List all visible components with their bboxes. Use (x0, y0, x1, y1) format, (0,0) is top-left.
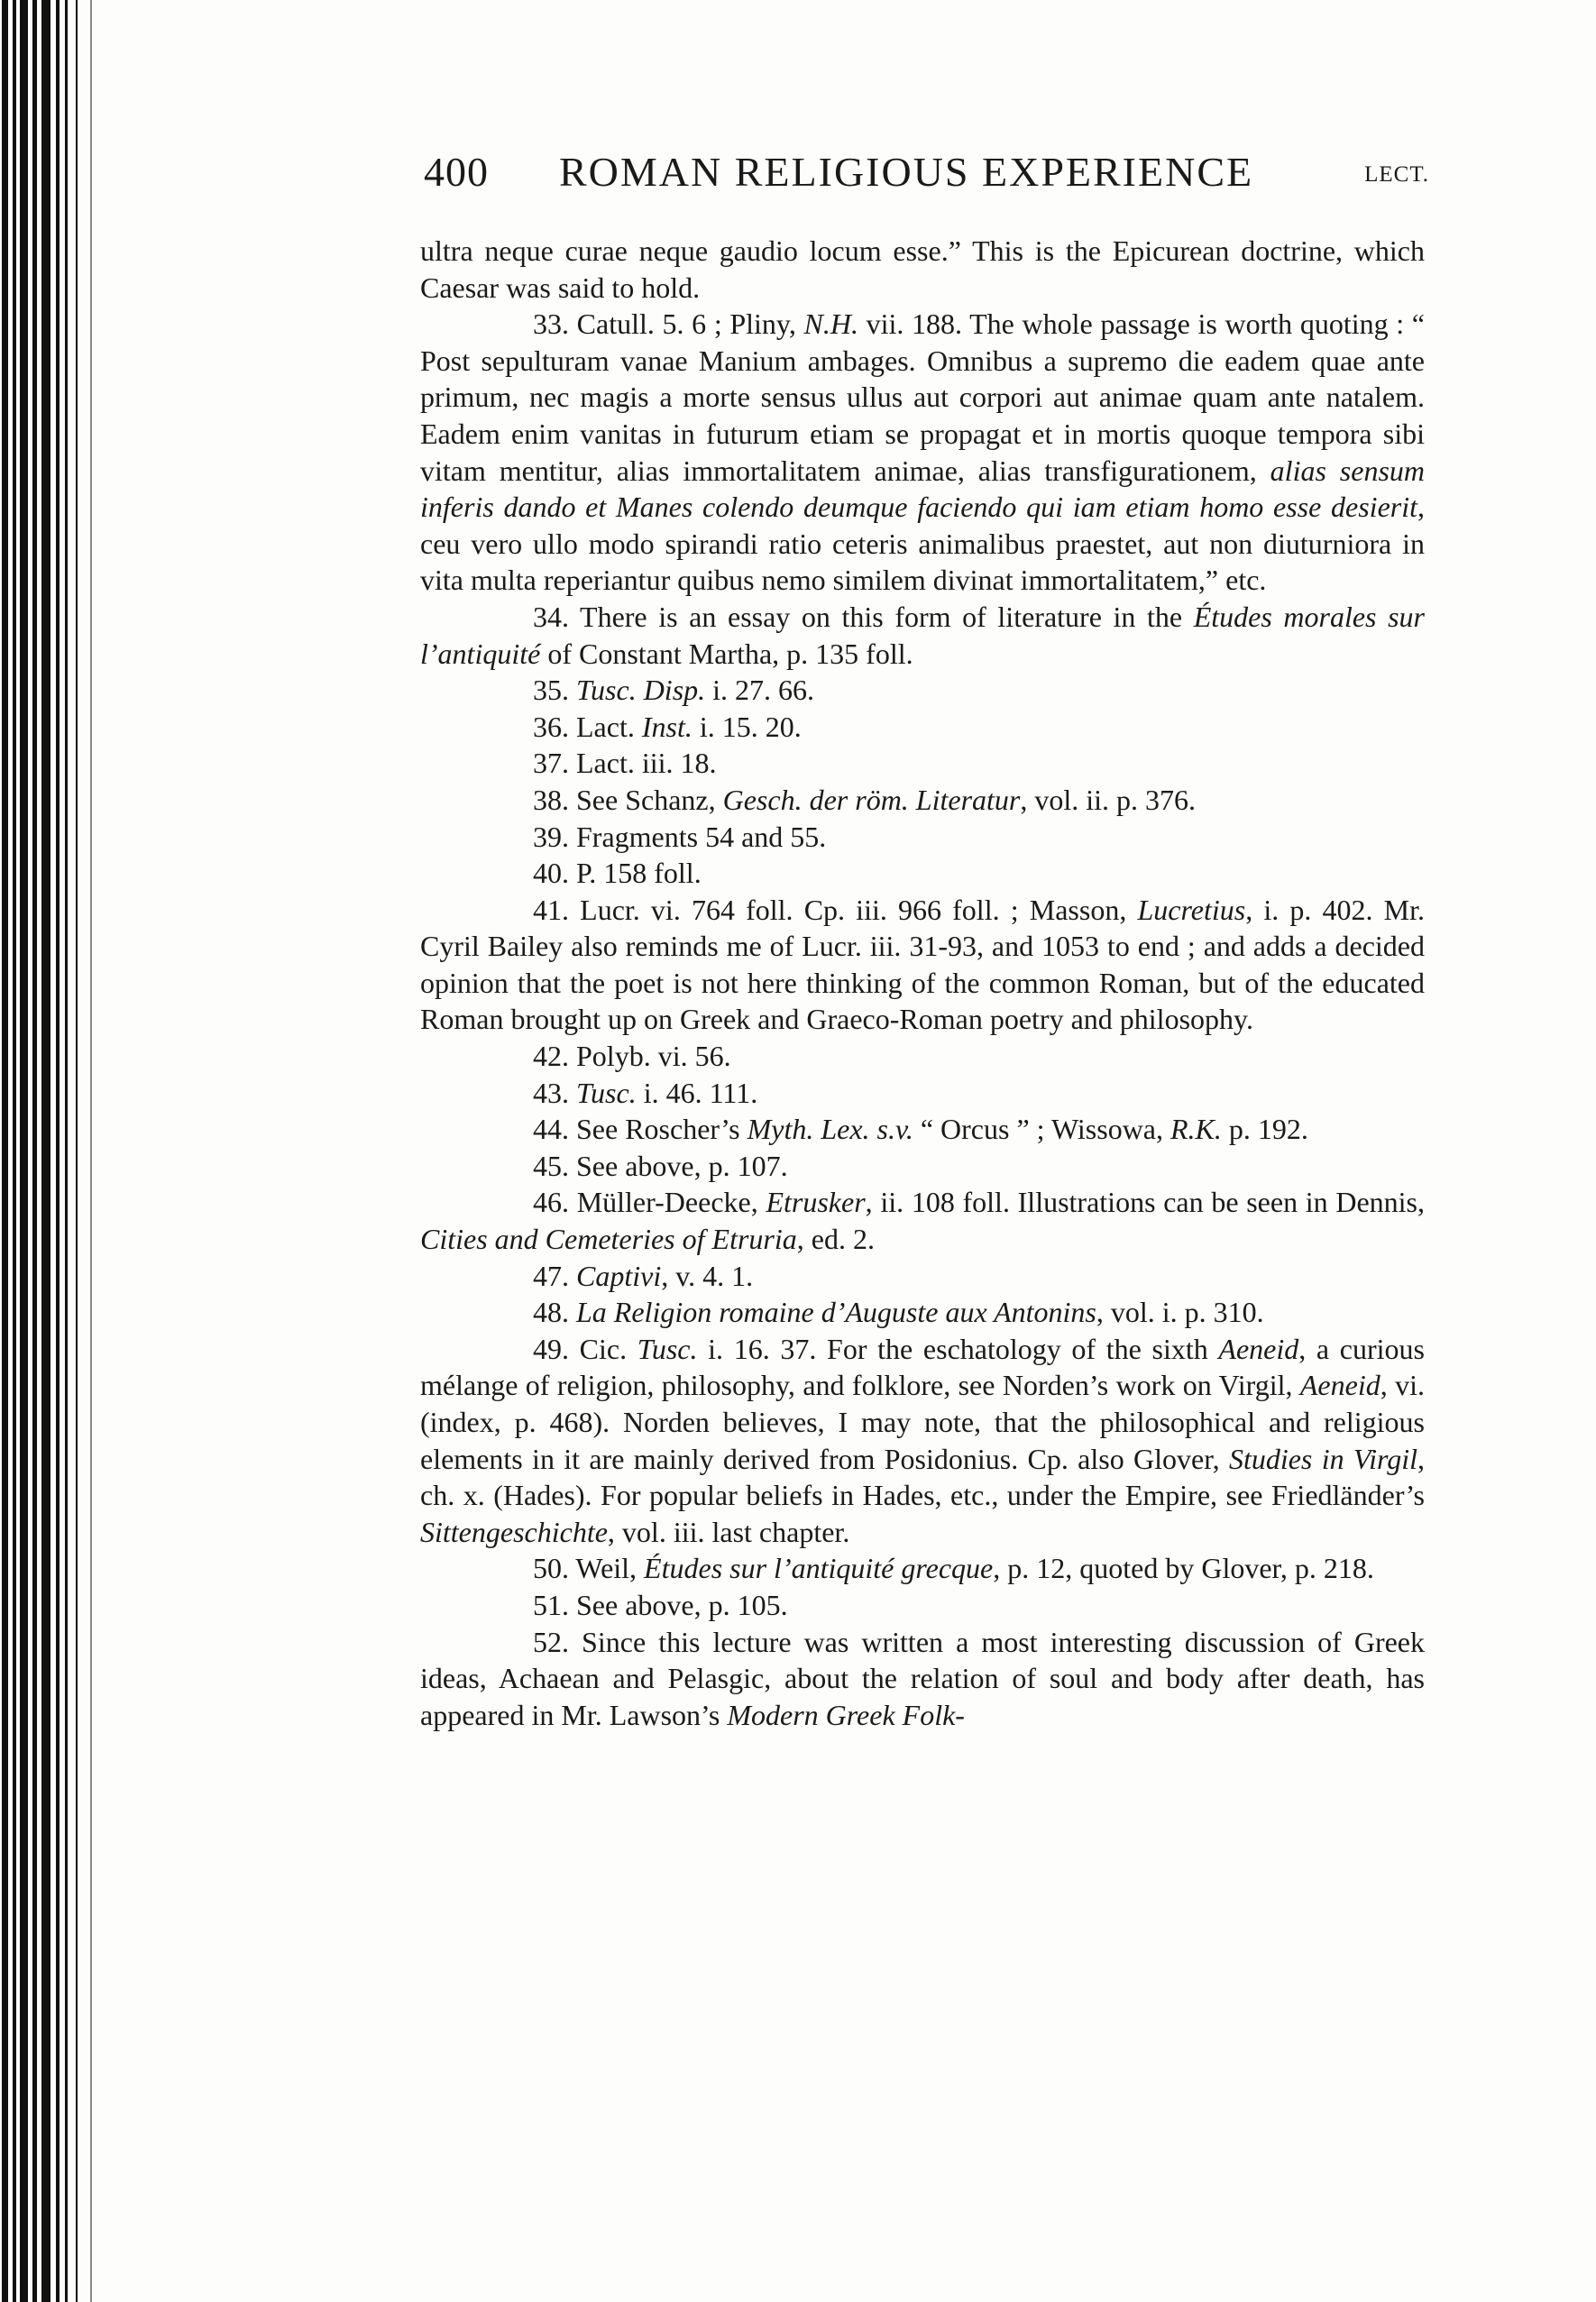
note-39 (420, 819, 1425, 856)
page-binding-edge (0, 0, 108, 2302)
note-42 (420, 1038, 1425, 1075)
note-text: , i. p. 402. Mr. Cyril Bailey also reminds me of Lucr. iii. 31-93, and 1053 to end ; and adds a decided opinion that the poet is not here thinking of the common Roman, but of the educated Roman brought up on Greek and Graeco-Roman poetry and philosophy. (420, 893, 1426, 1036)
note-41 (420, 892, 1425, 1038)
note-text: 39. Fragments 54 and 55. (533, 820, 827, 853)
note-text: 41. Lucr. vi. 764 foll. Cp. iii. 966 foll. ; Masson, (533, 893, 1138, 926)
note-text: vii. 188. The whole passage is worth quoting : “ Post sepulturam vanae Manium ambages. Omnibus a supremo die eadem quae ante primum, nec magis a morte sensus ullus aut corpori aut animae quam ante natalem. Eadem enim vanitas in futurum etiam se propagat et in mortis quoque tempora sibi vitam mentitur, alias immortalitatem animae, alias transfigurationem, (420, 307, 1426, 487)
note-text: 49. Cic. (533, 1332, 637, 1365)
note-text: 44. See Roscher’s (533, 1113, 748, 1146)
running-header (424, 144, 1429, 207)
italic-citation: Tusc. (637, 1332, 698, 1365)
note-text: i. 16. 37. For the eschatology of the sixth (697, 1332, 1219, 1365)
note-text: 46. Müller-Deecke, (533, 1186, 766, 1219)
italic-citation: Gesch. der röm. Literatur (722, 783, 1021, 816)
note-47 (420, 1258, 1425, 1295)
italic-citation: Modern Greek Folk- (727, 1698, 965, 1731)
note-text: , ceu vero ullo modo spirandi ratio ceteris animalibus praestet, aut non diuturniora in vita multa reperiantur quibus nemo similem divinat immortalitatem,” etc. (420, 491, 1425, 597)
note-text: 51. See above, p. 105. (533, 1588, 788, 1621)
note-text: , ii. 108 foll. Illustrations can be seen in Dennis, (865, 1186, 1426, 1219)
note-text: , vol. iii. last chapter. (607, 1515, 850, 1548)
note-text: ultra neque curae neque gaudio locum esse.” This is the Epicurean doctrine, which Caesar was said to hold. (420, 234, 1425, 304)
italic-citation: Myth. Lex. s.v. (747, 1113, 913, 1146)
italic-citation: N.H. (803, 307, 858, 341)
note-text: i. 46. 111. (636, 1076, 758, 1109)
note-33 (420, 306, 1425, 599)
note-cont (420, 233, 1425, 306)
note-text: , vol. ii. p. 376. (1020, 783, 1197, 816)
note-text: , vol. i. p. 310. (1096, 1296, 1264, 1329)
note-text: , a curious mélange of religion, philosophy, and folklore, see Norden’s work on Virgil, (420, 1332, 1426, 1402)
note-text: , vi. (index, p. 468). Norden believes, I may note, that the philosophical and religious elements in it are mainly derived from Posidonius. Cp. also Glover, (420, 1369, 1426, 1475)
note-52 (420, 1624, 1425, 1734)
italic-citation: Aeneid (1299, 1369, 1380, 1402)
note-37 (420, 745, 1425, 782)
note-48 (420, 1294, 1425, 1331)
note-34 (420, 599, 1425, 672)
note-45 (420, 1148, 1425, 1185)
italic-citation: Etrusker (766, 1186, 866, 1219)
italic-citation: Études sur l’antiquité grecque (644, 1552, 994, 1585)
note-46 (420, 1184, 1425, 1257)
note-text: i. 15. 20. (692, 710, 802, 743)
italic-citation: Inst. (641, 710, 693, 743)
note-text: , v. 4. 1. (661, 1259, 754, 1292)
note-text: 34. There is an essay on this form of literature in the (533, 600, 1194, 633)
note-text: 52. Since this lecture was written a most interesting discussion of Greek ideas, Achaean and Pelasgic, about the relation of soul and body after death, has appeared in Mr. Lawson’s (420, 1625, 1425, 1731)
note-text: , p. 12, quoted by Glover, p. 218. (993, 1552, 1374, 1585)
note-text: 48. (533, 1296, 576, 1329)
italic-citation: La Religion romaine d’Auguste aux Antonins (576, 1296, 1096, 1329)
note-text: 50. Weil, (533, 1552, 645, 1585)
note-text: , ch. x. (Hades). For popular beliefs in Hades, etc., under the Empire, see Friedländer’s (420, 1442, 1426, 1512)
note-text: 37. Lact. iii. 18. (533, 747, 717, 780)
italic-citation: Études morales sur l’antiquité (420, 600, 1426, 670)
italic-citation: R.K. (1170, 1113, 1222, 1146)
running-title: ROMAN RELIGIOUS EXPERIENCE (559, 149, 1254, 195)
note-text: 42. Polyb. vi. 56. (533, 1040, 731, 1073)
note-35 (420, 672, 1425, 709)
note-44 (420, 1111, 1425, 1148)
italic-citation: Tusc. (576, 1076, 637, 1109)
italic-citation: Captivi (576, 1259, 662, 1292)
italic-citation: Aeneid (1218, 1332, 1299, 1365)
note-text: “ Orcus ” ; Wissowa, (913, 1113, 1170, 1146)
note-50 (420, 1550, 1425, 1587)
note-40 (420, 855, 1425, 892)
note-text: 35. (533, 674, 576, 707)
note-text: 40. P. 158 foll. (533, 857, 702, 890)
italic-citation: Cities and Cemeteries of Etruria (420, 1223, 797, 1256)
note-43 (420, 1075, 1425, 1112)
note-text: , ed. 2. (796, 1223, 875, 1256)
page-number: 400 (424, 149, 489, 195)
note-text: 36. Lact. (533, 710, 642, 743)
note-49 (420, 1331, 1425, 1551)
note-36 (420, 709, 1425, 746)
italic-citation: Lucretius (1137, 893, 1246, 926)
note-text: p. 192. (1221, 1113, 1308, 1146)
notes-body (420, 233, 1425, 1733)
note-text: 38. See Schanz, (533, 783, 723, 816)
note-text: of Constant Martha, p. 135 foll. (540, 637, 913, 670)
note-text: 45. See above, p. 107. (533, 1149, 788, 1182)
note-51 (420, 1587, 1425, 1624)
italic-citation: alias sensum inferis dando et Manes colendo deumque faciendo qui iam etiam homo esse desierit (420, 454, 1426, 524)
note-text: i. 27. 66. (705, 674, 815, 707)
note-text: 33. Catull. 5. 6 ; Pliny, (533, 307, 804, 341)
section-label: LECT. (1364, 162, 1429, 187)
note-38 (420, 782, 1425, 819)
italic-citation: Sittengeschichte (420, 1515, 608, 1548)
italic-citation: Tusc. Disp. (576, 674, 706, 707)
italic-citation: Studies in Virgil (1228, 1442, 1418, 1475)
note-text: 43. (533, 1076, 576, 1109)
note-text: 47. (533, 1259, 576, 1292)
